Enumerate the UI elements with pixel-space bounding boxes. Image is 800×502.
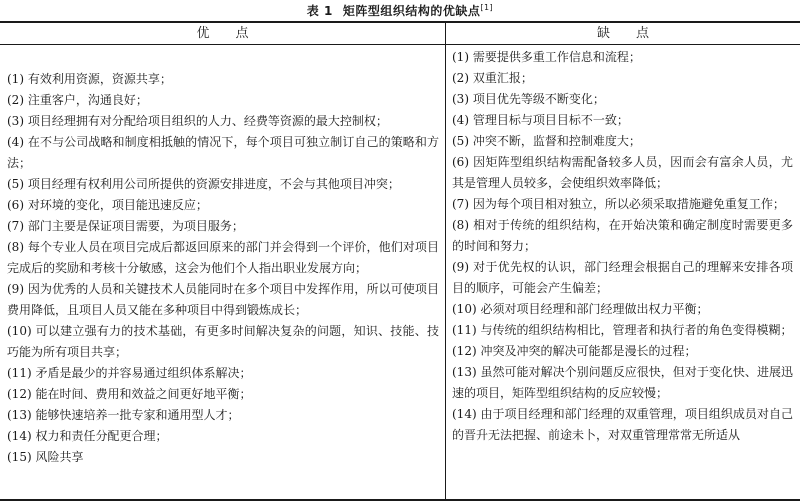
disadvantage-item: (9) 对于优先权的认识，部门经理会根据自己的理解来安排各项目的顺序，可能会产生偏差；	[452, 260, 793, 295]
disadvantage-item: (8) 相对于传统的组织结构，在开始决策和确定制度时需要更多的时间和努力；	[452, 218, 793, 253]
advantage-item: (4) 在不与公司战略和制度相抵触的情况下，每个项目可独立制订自己的策略和方法；	[7, 135, 439, 170]
advantage-item: (13) 能够快速培养一批专家和通用型人才；	[7, 408, 240, 422]
advantage-item: (2) 注重客户，沟通良好；	[7, 93, 148, 107]
advantage-item: (1) 有效利用资源，资源共享；	[7, 72, 172, 86]
disadvantage-item: (14) 由于项目经理和部门经理的双重管理，项目组织成员对自己的晋升无法把握、前途未卜，对双重管理常常无所适从	[452, 407, 793, 442]
disadvantage-item: (6) 因矩阵型组织结构需配备较多人员，因而会有富余人员，尤其是管理人员较多，会使组织效率降低；	[452, 155, 793, 190]
disadvantage-item: (10) 必须对项目经理和部门经理做出权力平衡；	[452, 302, 709, 316]
header-disadvantages: 缺点	[596, 26, 675, 41]
table-top-rule	[0, 21, 800, 23]
advantage-item: (11) 矛盾是最少的并容易通过组织体系解决；	[7, 366, 252, 380]
advantage-item: (8) 每个专业人员在项目完成后都返回原来的部门并会得到一个评价，他们对项目完成后的奖励和考核十分敏感，这会为他们个人指出职业发展方向；	[7, 240, 439, 275]
table-bottom-rule	[0, 499, 800, 501]
disadvantage-item: (12) 冲突及冲突的解决可能都是漫长的过程；	[452, 344, 697, 358]
advantage-item: (9) 因为优秀的人员和关键技术人员能同时在多个项目中发挥作用，所以可使项目费用降低，且项目人员又能在多种项目中得到锻炼成长；	[7, 282, 439, 317]
disadvantage-item: (7) 因为每个项目相对独立，所以必须采取措施避免重复工作；	[452, 197, 785, 211]
advantage-item: (10) 可以建立强有力的技术基础，有更多时间解决复杂的问题，知识、技能、技巧能为所有项目共享；	[7, 324, 439, 359]
advantage-item: (3) 项目经理拥有对分配给项目组织的人力、经费等资源的最大控制权；	[7, 114, 388, 128]
citation-mark: [1]	[480, 3, 494, 12]
advantage-item: (14) 权力和责任分配更合理；	[7, 429, 168, 443]
table-title: 矩阵型组织结构的优缺点	[342, 4, 481, 18]
disadvantage-item: (11) 与传统的组织结构相比，管理者和执行者的角色变得模糊；	[452, 323, 793, 337]
disadvantage-item: (13) 虽然可能对解决个别问题反应很快，但对于变化快、进展迅速的项目，矩阵型组织结构的反应较慢；	[452, 365, 793, 400]
advantage-item: (12) 能在时间、费用和效益之间更好地平衡；	[7, 387, 252, 401]
advantages-column	[7, 69, 439, 468]
disadvantage-item: (3) 项目优先等级不断变化；	[452, 92, 605, 106]
disadvantages-column	[452, 47, 793, 446]
header-rule	[0, 44, 800, 45]
header-advantages: 优点	[196, 26, 275, 41]
disadvantage-item: (4) 管理目标与项目目标不一致；	[452, 113, 629, 127]
advantage-item: (15) 风险共享	[7, 450, 84, 464]
column-divider	[445, 22, 446, 499]
advantage-item: (7) 部门主要是保证项目需要，为项目服务；	[7, 219, 244, 233]
advantage-item: (6) 对环境的变化，项目能迅速反应；	[7, 198, 208, 212]
disadvantage-item: (1) 需要提供多重工作信息和流程；	[452, 50, 641, 64]
table-caption	[0, 3, 800, 19]
table-label: 表 1	[306, 4, 333, 18]
advantage-item: (5) 项目经理有权利用公司所提供的资源安排进度，不会与其他项目冲突；	[7, 177, 400, 191]
disadvantage-item: (5) 冲突不断，监督和控制难度大；	[452, 134, 641, 148]
disadvantage-item: (2) 双重汇报；	[452, 71, 533, 85]
